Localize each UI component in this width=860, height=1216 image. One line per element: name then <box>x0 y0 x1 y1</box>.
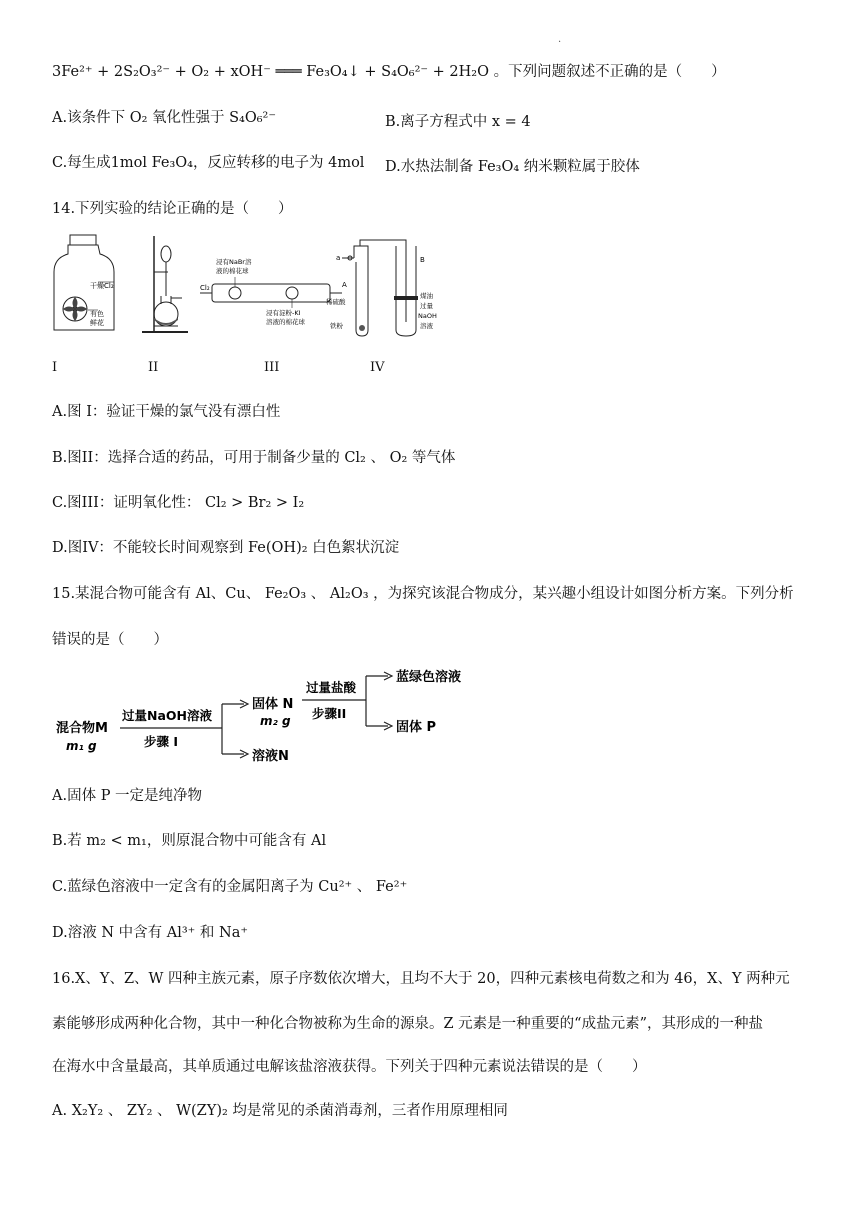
fig4-label-fe: 铁粉 <box>330 322 343 330</box>
flow-mixture: 混合物M <box>56 721 108 736</box>
q15-option-b: B.若 m₂ < m₁，则原混合物中可能含有 Al <box>52 833 327 849</box>
q15-option-a: A.固体 P 一定是纯净物 <box>52 788 203 804</box>
flow-solid-n: 固体 N <box>252 697 294 712</box>
fig3-label-nabr2: 液的棉花球 <box>216 267 249 275</box>
q14-option-c: C.图III：证明氧化性： Cl₂ > Br₂ > I₂ <box>52 495 305 511</box>
q13-equation: 3Fe²⁺ + 2S₂O₃²⁻ + O₂ + xOH⁻ ═══ Fe₃O₄↓ + S₄O₆²⁻ + 2H₂O <box>52 64 489 80</box>
fig3-label-nabr1: 浸有NaBr溶 <box>216 258 252 266</box>
fig1-label-dry-cl2: 干燥Cl₂ <box>90 282 114 290</box>
fig1-roman: I <box>52 360 58 375</box>
q14-option-b: B.图II：选择合适的药品，可用于制备少量的 Cl₂ 、 O₂ 等气体 <box>52 450 456 466</box>
q15-option-c: C.蓝绿色溶液中一定含有的金属阳离子为 Cu²⁺ 、 Fe²⁺ <box>52 879 408 895</box>
flow-solid-p: 固体 P <box>396 720 437 735</box>
q16-option-a: A. X₂Y₂ 、 ZY₂ 、 W(ZY)₂ 均是常见的杀菌消毒剂，三者作用原理相同 <box>52 1103 508 1119</box>
q16-stem-line3: 在海水中含量最高，其单质通过电解该盐溶液获得。下列关于四种元素说法错误的是（ ） <box>52 1059 647 1075</box>
flow-step1-label: 步骤 I <box>144 734 179 749</box>
fig4-label-acid: 稀硫酸 <box>326 298 346 306</box>
q16-stem-line1: 16.X、Y、Z、W 四种主族元素，原子序数依次增大，且均不大于 20，四种元素核电荷数之和为 46，X、Y 两种元 <box>52 971 790 987</box>
q15-flow-diagram <box>50 662 490 772</box>
fig4-label-a: a <box>336 254 341 262</box>
fig3-label-ki1: 浸有淀粉-KI <box>266 309 301 317</box>
page-dot: . <box>558 34 562 45</box>
q15-option-d: D.溶液 N 中含有 Al³⁺ 和 Na⁺ <box>52 925 249 941</box>
q13-option-b: B.离子方程式中 x = 4 <box>385 114 531 130</box>
q15-stem-line1: 15.某混合物可能含有 Al、Cu、 Fe₂O₃ 、 Al₂O₃ ，为探究该混合物成分，某兴趣小组设计如图分析方案。下列分析 <box>52 586 794 602</box>
flow-m1: m₁ g <box>66 739 97 753</box>
fig4-label-oil: 煤油 <box>420 292 433 300</box>
fig4-label-A: A <box>342 281 347 289</box>
fig4-label-excess: 过量 <box>420 302 433 310</box>
fig3-label-ki2: 溶液的棉花球 <box>266 318 305 326</box>
q13-option-d: D.水热法制备 Fe₃O₄ 纳米颗粒属于胶体 <box>385 159 640 175</box>
flow-step2-label: 步骤II <box>312 706 347 721</box>
fig3-label-cl2: Cl₂ <box>200 284 210 292</box>
fig1-jar <box>54 235 114 330</box>
q15-stem-line2: 错误的是（ ） <box>52 632 168 648</box>
q13-option-c: C.每生成1mol Fe₃O₄，反应转移的电子为 4mol <box>52 155 365 171</box>
fig1-label-colored: 有色 <box>90 310 104 318</box>
flow-step1-reagent: 过量NaOH溶液 <box>122 708 212 723</box>
q16-stem-line2: 素能够形成两种化合物，其中一种化合物被称为生命的源泉。Z 元素是一种重要的“成盐元素”，其形成的一种盐 <box>52 1016 764 1032</box>
fig4-two-tubes <box>326 240 437 336</box>
q14-stem: 14.下列实验的结论正确的是（ ） <box>52 201 293 217</box>
q13-stem-tail: 。下列问题叙述不正确的是（ ） <box>493 64 726 80</box>
fig2-roman: II <box>148 360 159 375</box>
flow-solution-n: 溶液N <box>252 749 289 764</box>
fig4-label-B: B <box>420 256 425 264</box>
fig4-roman: IV <box>370 360 385 375</box>
flow-m2: m₂ g <box>260 714 291 728</box>
fig4-label-sol: 溶液 <box>420 322 433 330</box>
flow-blue-green-solution: 蓝绿色溶液 <box>396 670 462 685</box>
flow-step2-reagent: 过量盐酸 <box>306 680 357 695</box>
fig2-flask-stand <box>142 236 188 332</box>
q13-stem <box>52 64 726 81</box>
q14-option-d: D.图IV：不能较长时间观察到 Fe(OH)₂ 白色絮状沉淀 <box>52 540 400 556</box>
fig3-tube <box>200 257 342 326</box>
q14-apparatus-figures <box>50 232 437 342</box>
q13-option-a: A.该条件下 O₂ 氧化性强于 S₄O₆²⁻ <box>52 110 277 126</box>
q14-option-a: A.图 I：验证干燥的氯气没有漂白性 <box>52 404 281 420</box>
fig4-label-naoh: NaOH <box>418 312 437 320</box>
fig3-roman: III <box>264 360 280 375</box>
fig1-label-flower: 鲜花 <box>90 319 104 327</box>
